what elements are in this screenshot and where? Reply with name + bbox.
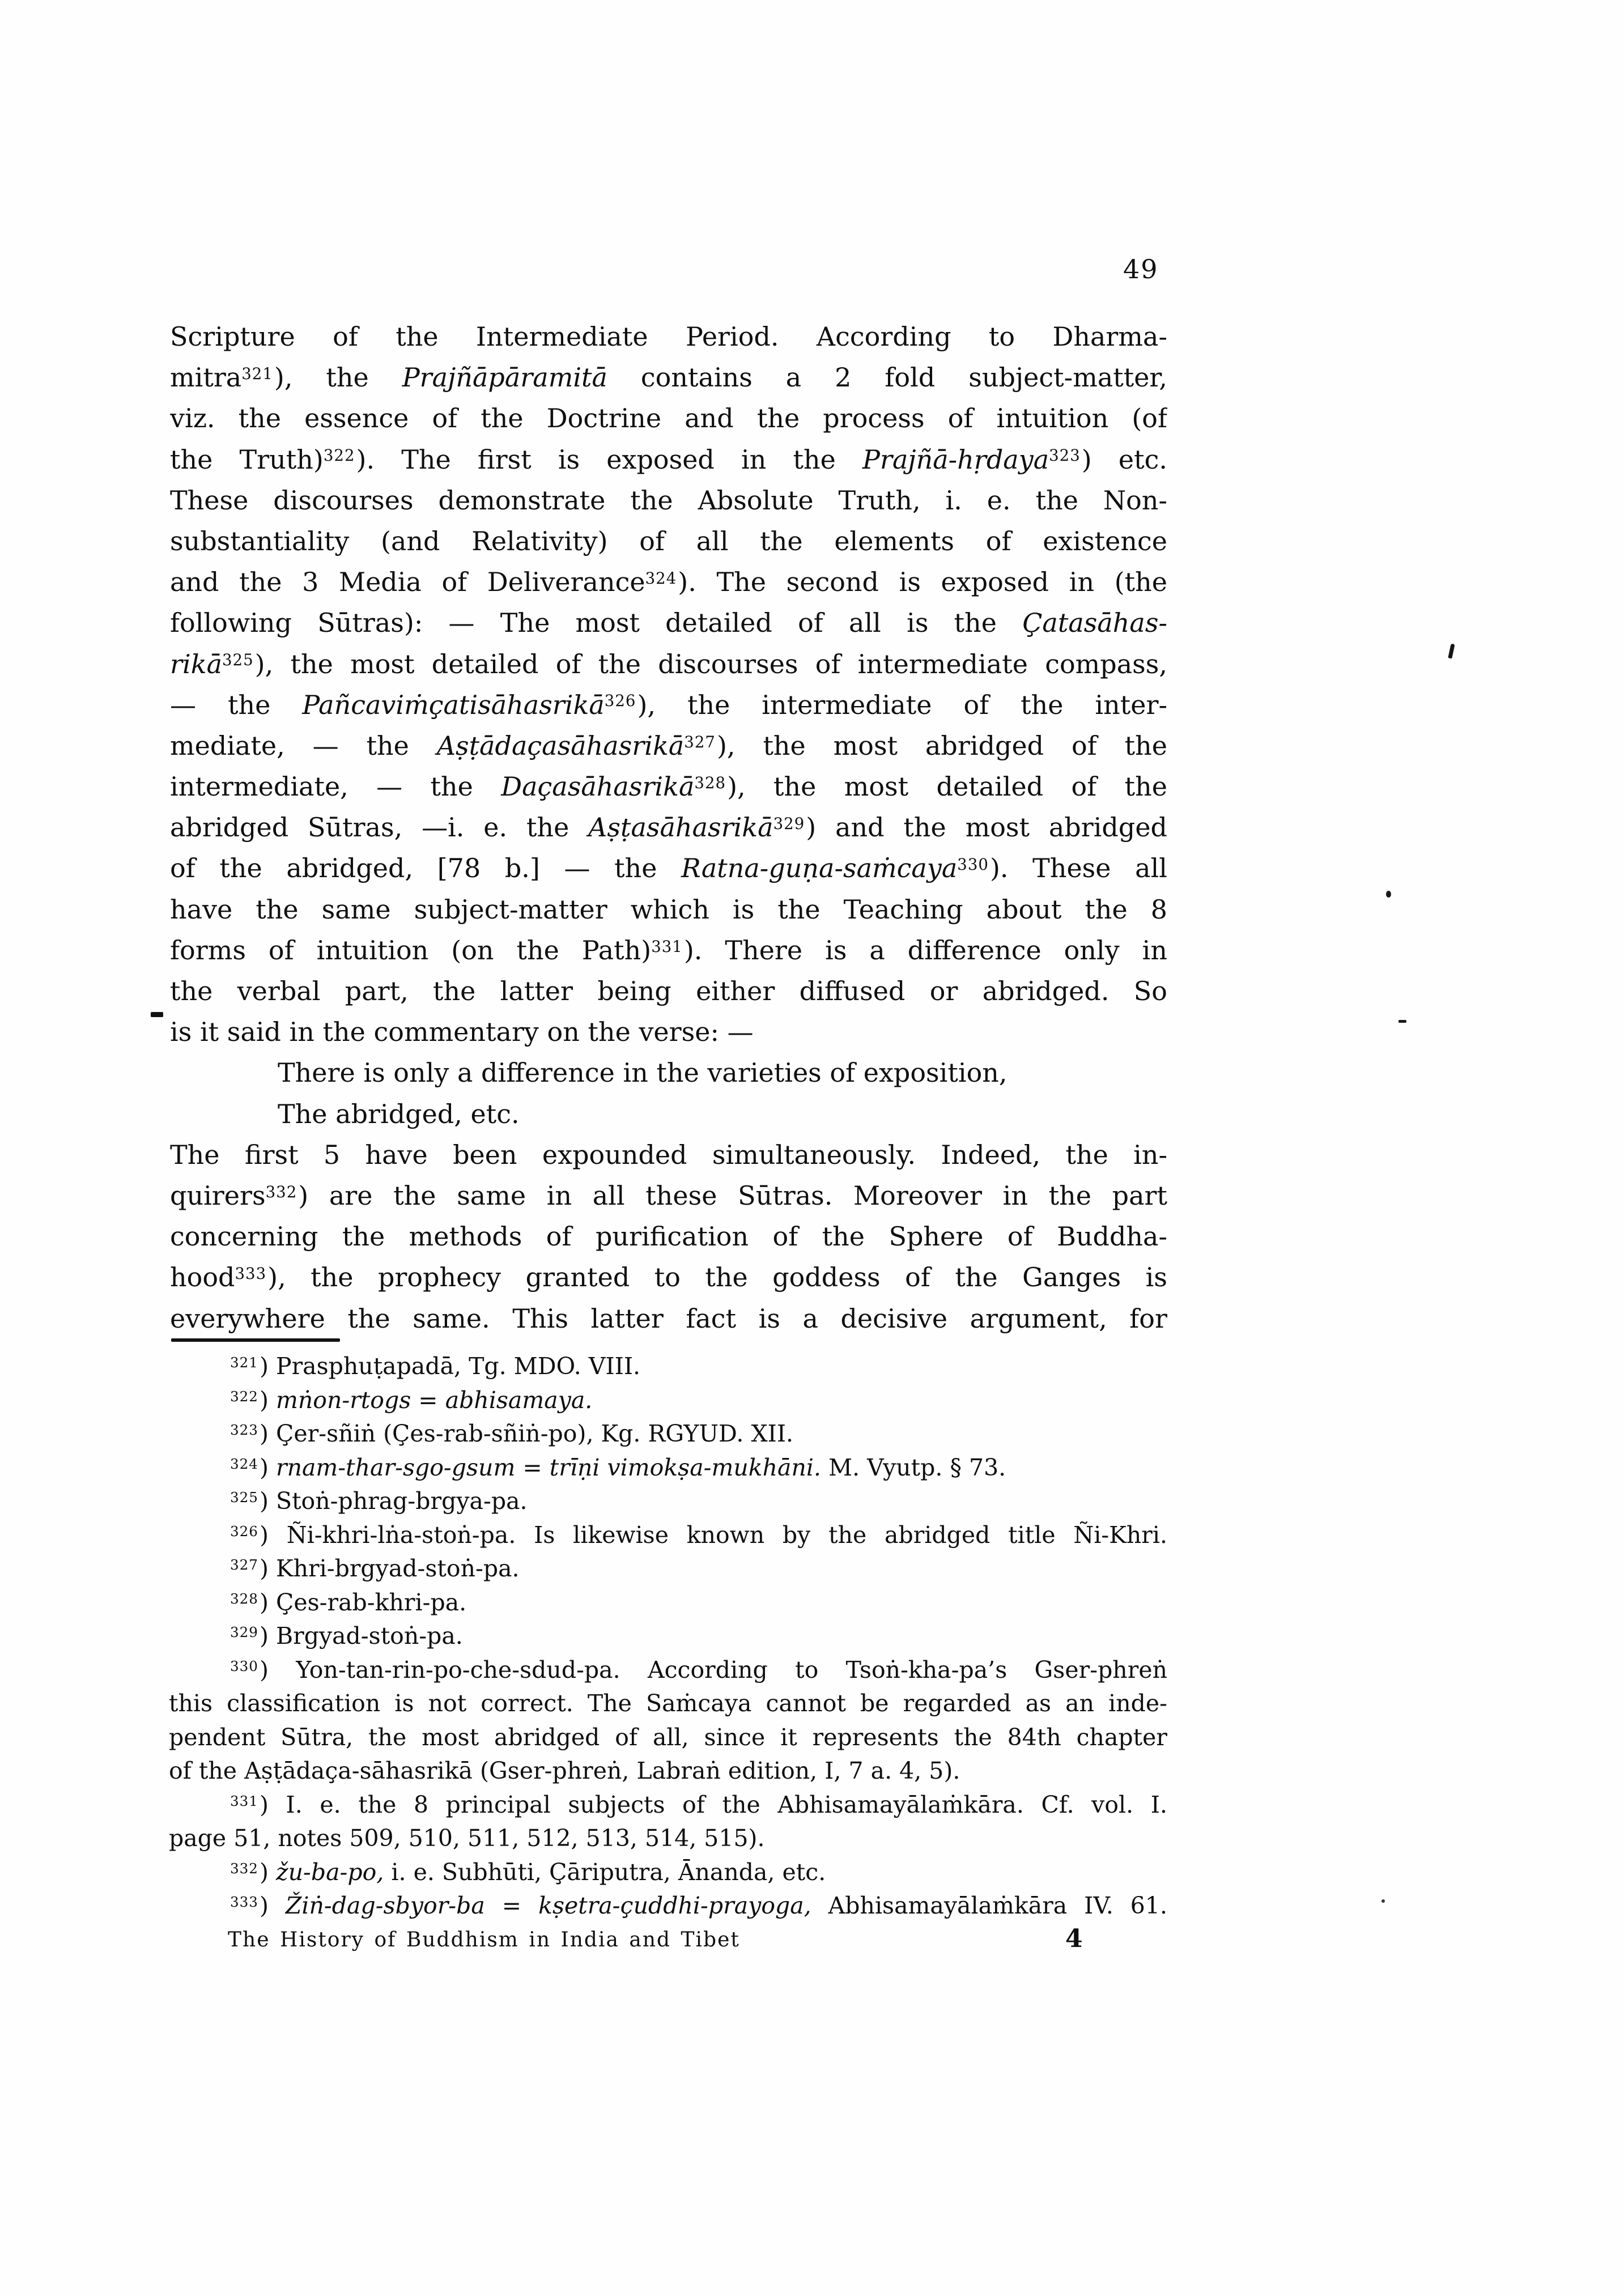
scan-speck [1448, 644, 1455, 659]
body-text-line: These discourses demonstrate the Absolute Truth, i. e. the Non- [170, 484, 1167, 516]
footnote-line: $^{329}$) Brgyad-stoṅ-pa. [230, 1622, 463, 1649]
footnote-line: $^{322}$) mṅon-rtogs = abhisamaya. [230, 1386, 593, 1414]
scan-speck [1386, 891, 1391, 898]
page-number: 49 [1123, 254, 1159, 284]
footnote-line: $^{328}$) Çes-rab-khri-pa. [230, 1588, 467, 1616]
body-text-line: mediate, — the Aṣṭādaçasāhasrikā$^{327}$), the most abridged of the [170, 730, 1167, 761]
body-text-line: The abridged, etc. [278, 1098, 520, 1129]
footnote-line: this classification is not correct. The Saṁcaya cannot be regarded as an inde- [169, 1690, 1167, 1717]
body-text-line: abridged Sūtras, —i. e. the Aṣṭasāhasrikā$^{329}$) and the most abridged [170, 812, 1167, 843]
footnote-line: $^{321}$) Prasphuṭapadā, Tg. MDO. VIII. [230, 1353, 641, 1380]
body-text-line: intermediate, — the Daçasāhasrikā$^{328}$), the most detailed of the [170, 771, 1167, 802]
body-text-line: of the abridged, [78 b.] — the Ratna-guṇa-saṁcaya$^{330}$). These all [170, 853, 1167, 884]
footnote-line: $^{327}$) Khri-brgyad-stoṅ-pa. [230, 1555, 520, 1582]
body-text-line: following Sūtras): — The most detailed of all is the Çatasāhas- [170, 607, 1167, 639]
body-text-line: everywhere the same. This latter fact is a decisive argument, for [170, 1303, 1167, 1334]
footnote-line: page 51, notes 509, 510, 511, 512, 513, 514, 515). [169, 1825, 765, 1852]
footnote-line: of the Aṣṭādaça-sāhasrikā (Gser-phreṅ, Labraṅ edition, I, 7 a. 4, 5). [169, 1757, 960, 1784]
scan-speck [1381, 1899, 1385, 1903]
footnote-line: $^{323}$) Çer-sñiṅ (Çes-rab-sñiṅ-po), Kg. RGYUD. XII. [230, 1420, 794, 1447]
footnotes-block [169, 1350, 1167, 1923]
body-text-line: hood$^{333}$), the prophecy granted to the goddess of the Ganges is [170, 1262, 1167, 1293]
footnote-line: $^{324}$) rnam-thar-sgo-gsum = trīṇi vimokṣa-mukhāni. M. Vyutp. § 73. [230, 1453, 1006, 1481]
body-text-line: substantiality (and Relativity) of all the elements of existence [170, 525, 1167, 556]
body-text-line: There is only a difference in the varieties of exposition, [278, 1057, 1007, 1089]
body-text-line: the verbal part, the latter being either diffused or abridged. So [170, 976, 1167, 1006]
body-text-line: viz. the essence of the Doctrine and the process of intuition (of [170, 403, 1167, 434]
scan-speck [1398, 1020, 1406, 1023]
footnote-line: $^{325}$) Stoṅ-phrag-brgya-pa. [230, 1487, 528, 1515]
body-text-line: is it said in the commentary on the verse: — [170, 1017, 754, 1048]
footnote-line: pendent Sūtra, the most abridged of all, since it represents the 84th chapter [169, 1723, 1167, 1751]
body-text-line: rikā$^{325}$), the most detailed of the discourses of intermediate compass, [170, 648, 1167, 679]
body-text-line: — the Pañcaviṁçatisāhasrikā$^{326}$), the intermediate of the inter- [170, 689, 1167, 720]
footnote-line: $^{326}$) Ñi-khri-lṅa-stoṅ-pa. Is likewise known by the abridged title Ñi-Khri. [230, 1521, 1167, 1549]
body-text-line: the Truth)$^{322}$). The first is exposed in the Prajñā-hṛdaya$^{323}$) etc. [170, 444, 1167, 475]
footnote-line: $^{332}$) žu-ba-po, i. e. Subhūti, Çāriputra, Ānanda, etc. [230, 1858, 826, 1886]
footer-book-title: The History of Buddhism in India and Tibet [228, 1928, 740, 1951]
body-text-line: Scripture of the Intermediate Period. According to Dharma- [170, 321, 1167, 352]
body-text-line: forms of intuition (on the Path)$^{331}$). There is a difference only in [170, 934, 1167, 966]
body-text-line: have the same subject-matter which is the Teaching about the 8 [170, 894, 1167, 925]
signature-number: 4 [1065, 1924, 1083, 1953]
body-text-line: concerning the methods of purification of the Sphere of Buddha- [170, 1221, 1167, 1252]
body-text-column [170, 316, 1167, 1339]
footnote-line: $^{331}$) I. e. the 8 principal subjects of the Abhisamayālaṁkāra. Cf. vol. I. [230, 1791, 1167, 1818]
scan-speck [151, 1012, 163, 1017]
body-text-line: The first 5 have been expounded simultaneously. Indeed, the in- [170, 1139, 1167, 1170]
footnote-line: $^{330}$) Yon-tan-rin-po-che-sdud-pa. According to Tsoṅ-kha-pa’s Gser-phreṅ [230, 1656, 1167, 1683]
body-text-line: quirers$^{332}$) are the same in all these Sūtras. Moreover in the part [170, 1180, 1167, 1211]
footnote-line: $^{333}$) Žiṅ-dag-sbyor-ba = kṣetra-çuddhi-prayoga, Abhisamayālaṁkāra IV. 61. [230, 1892, 1167, 1919]
footnote-separator-rule [171, 1338, 340, 1342]
body-text-line: and the 3 Media of Deliverance$^{324}$). The second is exposed in (the [170, 567, 1167, 598]
body-text-line: mitra$^{321}$), the Prajñāpāramitā contains a 2 fold subject-matter, [170, 362, 1167, 393]
